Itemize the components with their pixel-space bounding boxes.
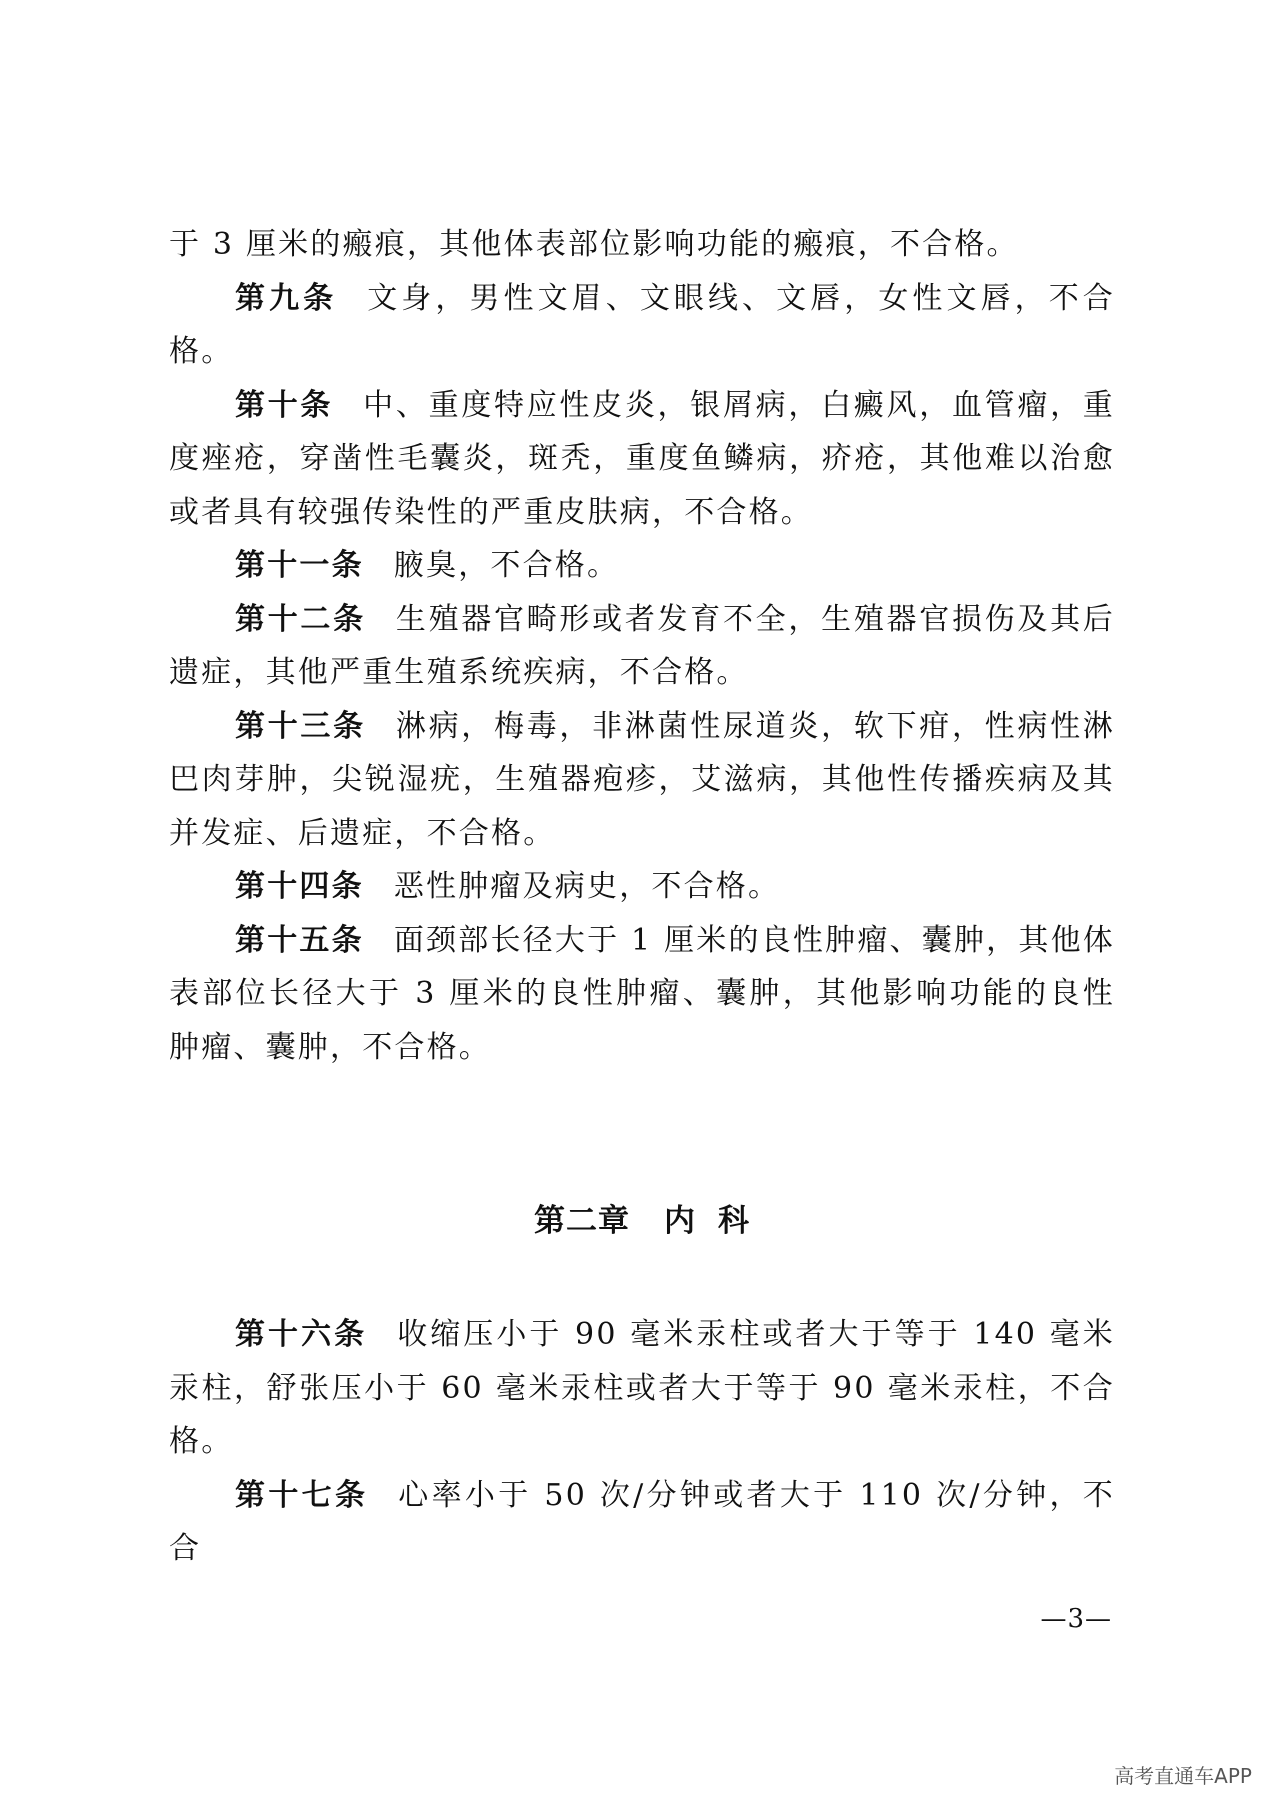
paragraph-text: 于 3 厘米的瘢痕，其他体表部位影响功能的瘢痕，不合格。 xyxy=(169,227,1019,262)
article-text: 面颈部长径大于 1 厘米的良性肿瘤、囊肿，其他体表部位长径大于 3 厘米的良性肿瘤、囊肿，其他影响功能的良性肿瘤、囊肿，不合格。 xyxy=(169,922,1115,1065)
article-number: 第十六条 xyxy=(235,1317,368,1352)
chapter-number: 第二章 xyxy=(534,1203,630,1239)
article-text: 淋病，梅毒，非淋菌性尿道炎，软下疳，性病性淋巴肉芽肿，尖锐湿疣，生殖器疱疹，艾滋病，其他性传播疾病及其并发症、后遗症，不合格。 xyxy=(169,708,1115,851)
article-10 xyxy=(169,379,1115,540)
article-9 xyxy=(169,272,1115,379)
body-text-lower xyxy=(169,1308,1115,1576)
page-number: —3— xyxy=(1040,1604,1112,1634)
article-15 xyxy=(169,914,1115,1075)
paragraph-continued xyxy=(169,218,1115,272)
article-number: 第十五条 xyxy=(235,922,364,958)
chapter-title-char-2: 科 xyxy=(718,1203,750,1239)
article-number: 第十三条 xyxy=(235,708,366,744)
article-number: 第十七条 xyxy=(235,1477,369,1513)
article-text: 文身，男性文眉、文眼线、文唇，女性文唇，不合格。 xyxy=(169,280,1115,369)
body-text-upper xyxy=(169,218,1115,1074)
article-number: 第十二条 xyxy=(235,601,366,637)
article-text: 生殖器官畸形或者发育不全，生殖器官损伤及其后遗症，其他严重生殖系统疾病，不合格。 xyxy=(169,601,1115,690)
article-text: 收缩压小于 90 毫米汞柱或者大于等于 140 毫米汞柱，舒张压小于 60 毫米汞柱或者大于等于 90 毫米汞柱，不合格。 xyxy=(169,1317,1115,1459)
article-17 xyxy=(169,1469,1115,1576)
article-text: 心率小于 50 次/分钟或者大于 110 次/分钟，不合 xyxy=(169,1477,1115,1566)
watermark-text: 高考直通车APP xyxy=(1114,1764,1252,1788)
article-12 xyxy=(169,593,1115,700)
article-text: 恶性肿瘤及病史，不合格。 xyxy=(393,869,781,904)
article-number: 第十四条 xyxy=(235,869,364,904)
article-number: 第十一条 xyxy=(235,548,364,583)
chapter-title-char-1: 内 xyxy=(664,1203,696,1239)
article-11 xyxy=(169,539,1115,593)
article-number: 第九条 xyxy=(235,280,338,316)
article-13 xyxy=(169,700,1115,861)
article-16 xyxy=(169,1308,1115,1469)
article-text: 中、重度特应性皮炎，银屑病，白癜风，血管瘤，重度痤疮，穿凿性毛囊炎，斑秃，重度鱼鳞病，疥疮，其他难以治愈或者具有较强传染性的严重皮肤病，不合格。 xyxy=(169,387,1115,530)
article-text: 腋臭，不合格。 xyxy=(393,548,620,583)
article-number: 第十条 xyxy=(235,387,334,423)
chapter-heading xyxy=(169,1195,1115,1240)
article-14 xyxy=(169,860,1115,914)
